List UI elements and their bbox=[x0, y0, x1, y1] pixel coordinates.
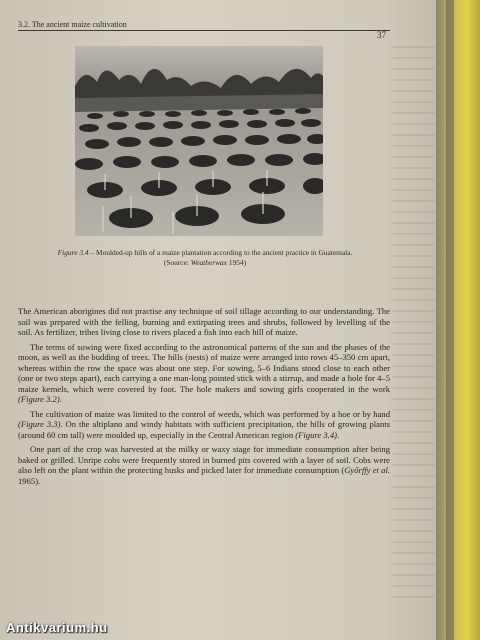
bleed-through-text bbox=[392, 46, 434, 606]
body-text bbox=[18, 306, 390, 490]
figure-ref-3-2: (Figure 3.2) bbox=[18, 394, 60, 404]
paragraph-4-text: One part of the crop was harvested at the milky or waxy stage for immediate consumption after being baked or grilled. Unripe cobs were frequently stored in burned pits covered with a layer of soil. Cobs were also left on the plant within the protecting husks and picked later for immediate consumption ( bbox=[18, 444, 390, 475]
figure-label: Figure 3.4 bbox=[57, 248, 89, 257]
figure-ref-3-4: (Figure 3.4) bbox=[295, 429, 337, 440]
header-rule bbox=[18, 30, 390, 31]
figure-caption-text: – Moulded-up hills of a maize plantation according to the ancient practice in Guatemala. bbox=[88, 248, 353, 257]
book-edge bbox=[436, 0, 480, 640]
figure-source-prefix: (Source: bbox=[163, 258, 191, 267]
maize-field-photo bbox=[75, 46, 323, 236]
paragraph-3-text: The cultivation of maize was limited to the control of weeds, which was performed by a hoe or by hand bbox=[30, 408, 390, 419]
paragraph-2-end: . bbox=[59, 394, 62, 404]
paragraph-2-text: The terms of sowing were fixed according to the astronomical patterns of the sun and the phases of the moon, as well as the budding of trees. The hills (nests) of maize were arranged into rows 45–350 cm apart, whereas within the row the space was about one step. For sowing, 5–6 Indians stood close to each other (one or two steps apart), each carrying a one man-long pointed stick with a stirrup, and made a hole for 4–5 maize kernels, which were covered by foot. The hole makers and sowing girls cooperated in the work bbox=[18, 341, 390, 394]
figure-ref-3-3: (Figure 3.3) bbox=[18, 419, 61, 429]
citation-author: Győrffy et al. bbox=[344, 465, 390, 475]
figure-caption bbox=[22, 248, 388, 268]
figure-source-year: 1954) bbox=[227, 258, 247, 267]
paragraph-1: The American aborigines did not practise any technique of soil tillage according to our understanding. The soil was prepared with the felling, burning and extirpating trees and shrubs, followed by levelling of the soil. As fertilizer, tribes living close to rivers placed a fish into each hill of maize. bbox=[18, 306, 390, 337]
running-head: 3.2. The ancient maize cultivation bbox=[18, 20, 127, 29]
paragraph-3 bbox=[18, 409, 390, 441]
figure-photo bbox=[75, 46, 323, 236]
paragraph-4-end: 1965). bbox=[18, 475, 41, 486]
paragraph-2 bbox=[18, 342, 390, 405]
paragraph-4 bbox=[18, 444, 390, 486]
paragraph-3-end: . bbox=[336, 429, 340, 440]
paragraph-3-middle: . On the altiplano and windy habitats with sufficient precipitation, the hills of growing plants (around 60 cm tall) were moulded up, especially in the Central American region bbox=[18, 419, 390, 440]
watermark: Antikvarium.hu bbox=[6, 620, 108, 635]
page-number: 37 bbox=[377, 30, 386, 40]
page-gutter-shadow bbox=[446, 0, 454, 640]
figure-source-author: Weatherwax bbox=[190, 258, 228, 267]
